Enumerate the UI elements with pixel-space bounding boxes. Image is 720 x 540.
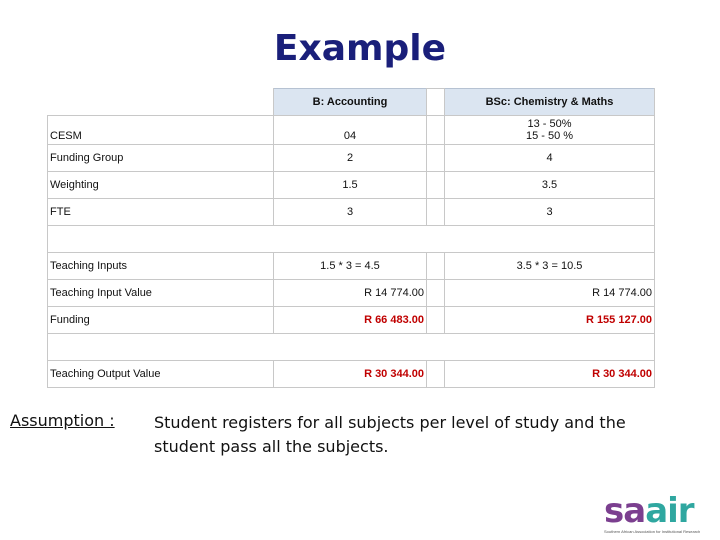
table-header-row [48,89,655,116]
separator-cell [427,172,445,199]
assumption-label: Assumption : [10,411,115,430]
logo-wordmark [604,491,700,531]
separator-cell [427,199,445,226]
cell-fte-a: 3 [274,199,427,226]
funding-table [47,88,654,391]
cesm-b-line1: 13 - 50% [527,118,572,130]
cell-teaching-inputs-b: 3.5 * 3 = 10.5 [445,253,655,280]
slide-title: Example [273,28,447,69]
assumption-text: Student registers for all subjects per level of study and the student pass all the subjects. [154,413,626,456]
cell-funding-a: R 66 483.00 [274,307,427,334]
row-label-cesm: CESM [48,116,274,145]
row-label-teaching-input-value: Teaching Input Value [48,280,274,307]
cell-teaching-input-value-b: R 14 774.00 [445,280,655,307]
logo-word-air: air [645,491,694,531]
separator-cell [427,145,445,172]
table-row [48,253,655,280]
cell-fte-b: 3 [445,199,655,226]
header-blank-cell [48,89,274,116]
logo-subtitle: Southern African Association for Institutional Research [604,529,701,534]
logo-word-sa: sa [604,491,646,531]
cell-cesm-b [445,116,655,145]
separator-cell [427,307,445,334]
row-label-teaching-inputs: Teaching Inputs [48,253,274,280]
row-label-fte: FTE [48,199,274,226]
cell-funding-group-a: 2 [274,145,427,172]
row-label-funding-group: Funding Group [48,145,274,172]
row-label-weighting: Weighting [48,172,274,199]
cell-weighting-a: 1.5 [274,172,427,199]
table-row [48,199,655,226]
row-label-teaching-output-value: Teaching Output Value [48,361,274,388]
cell-weighting-b: 3.5 [445,172,655,199]
separator-cell [427,89,445,116]
cell-funding-b: R 155 127.00 [445,307,655,334]
cell-teaching-input-value-a: R 14 774.00 [274,280,427,307]
table-row [48,361,655,388]
cell-teaching-output-value-b: R 30 344.00 [445,361,655,388]
table-row [48,307,655,334]
cell-funding-group-b: 4 [445,145,655,172]
saair-logo [604,491,701,534]
row-label-funding: Funding [48,307,274,334]
table-spacer-row [48,226,655,253]
table-row [48,280,655,307]
spacer-cell [48,334,655,361]
cell-teaching-inputs-a: 1.5 * 3 = 4.5 [274,253,427,280]
table-row [48,116,655,145]
header-accounting: B: Accounting [274,89,427,116]
spacer-cell [48,226,655,253]
table-row [48,172,655,199]
separator-cell [427,280,445,307]
table-spacer-row [48,334,655,361]
cell-teaching-output-value-a: R 30 344.00 [274,361,427,388]
separator-cell [427,116,445,145]
header-chemistry-maths: BSc: Chemistry & Maths [445,89,655,116]
separator-cell [427,253,445,280]
table-row [48,145,655,172]
cesm-b-line2: 15 - 50 % [525,130,574,142]
cell-cesm-a: 04 [274,116,427,145]
separator-cell [427,361,445,388]
